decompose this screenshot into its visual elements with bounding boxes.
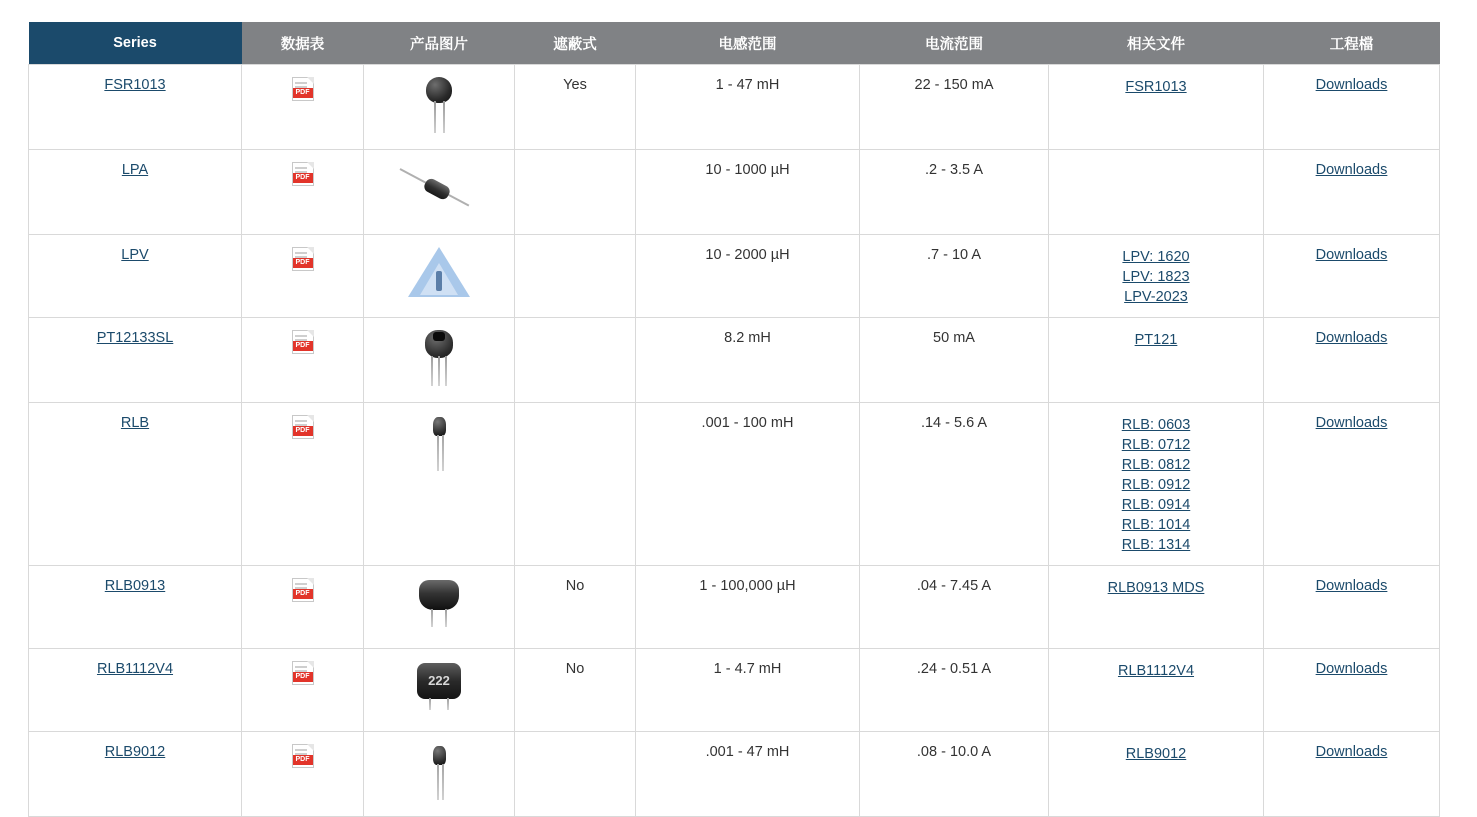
cell-shielded — [515, 732, 636, 817]
table-row — [29, 566, 1440, 649]
cell-product-image — [364, 235, 515, 318]
series-link[interactable]: RLB0913 — [104, 578, 166, 594]
cell-related-documents — [1049, 403, 1264, 566]
cell-engineering-files — [1264, 649, 1440, 732]
cell-datasheet — [242, 732, 364, 817]
related-document-link[interactable]: RLB: 1014 — [1121, 517, 1191, 533]
cell-related-documents — [1049, 732, 1264, 817]
cell-current-range: .7 - 10 A — [860, 235, 1049, 318]
cell-datasheet — [242, 403, 364, 566]
cell-related-documents — [1049, 150, 1264, 235]
downloads-link[interactable]: Downloads — [1315, 330, 1388, 346]
cell-series — [29, 150, 242, 235]
cell-inductance-range: 1 - 4.7 mH — [636, 649, 860, 732]
related-document-link[interactable]: RLB: 0912 — [1121, 477, 1191, 493]
cell-engineering-files — [1264, 318, 1440, 403]
related-document-link[interactable]: LPV: 1823 — [1122, 269, 1190, 285]
column-header-datasheet: 数据表 — [242, 22, 364, 65]
cell-product-image — [364, 65, 515, 150]
series-link[interactable]: RLB1112V4 — [96, 661, 174, 677]
cell-shielded: Yes — [515, 65, 636, 150]
related-document-link[interactable]: RLB: 1314 — [1121, 537, 1191, 553]
cell-shielded — [515, 150, 636, 235]
cell-shielded: No — [515, 649, 636, 732]
cell-inductance-range: 10 - 1000 µH — [636, 150, 860, 235]
related-document-link[interactable]: PT121 — [1134, 332, 1178, 348]
series-link[interactable]: RLB — [120, 415, 150, 431]
table-row — [29, 235, 1440, 318]
column-header-engineering-files: 工程檔 — [1264, 22, 1440, 65]
pdf-icon[interactable]: PDF — [292, 415, 314, 439]
cell-product-image — [364, 403, 515, 566]
pdf-icon[interactable]: PDF — [292, 661, 314, 685]
cell-datasheet — [242, 65, 364, 150]
cell-engineering-files — [1264, 65, 1440, 150]
cell-current-range: 50 mA — [860, 318, 1049, 403]
cell-inductance-range: 1 - 47 mH — [636, 65, 860, 150]
cell-current-range: .2 - 3.5 A — [860, 150, 1049, 235]
cell-current-range: .14 - 5.6 A — [860, 403, 1049, 566]
cell-shielded — [515, 318, 636, 403]
cell-datasheet — [242, 150, 364, 235]
cell-inductance-range: .001 - 100 mH — [636, 403, 860, 566]
cell-engineering-files — [1264, 566, 1440, 649]
cell-related-documents — [1049, 566, 1264, 649]
related-document-link[interactable]: RLB0913 MDS — [1107, 580, 1205, 596]
cell-current-range: .24 - 0.51 A — [860, 649, 1049, 732]
cell-series — [29, 318, 242, 403]
cell-datasheet — [242, 649, 364, 732]
series-link[interactable]: RLB9012 — [104, 744, 166, 760]
downloads-link[interactable]: Downloads — [1315, 247, 1388, 263]
downloads-link[interactable]: Downloads — [1315, 578, 1388, 594]
related-document-link[interactable]: RLB: 0914 — [1121, 497, 1191, 513]
pdf-icon[interactable]: PDF — [292, 77, 314, 101]
cell-series — [29, 65, 242, 150]
table-row — [29, 403, 1440, 566]
product-table-container — [28, 22, 1439, 817]
cell-engineering-files — [1264, 403, 1440, 566]
cell-series — [29, 403, 242, 566]
related-document-link[interactable]: RLB: 0812 — [1121, 457, 1191, 473]
cell-engineering-files — [1264, 732, 1440, 817]
pdf-icon[interactable]: PDF — [292, 247, 314, 271]
cell-series — [29, 649, 242, 732]
related-document-link[interactable]: FSR1013 — [1125, 79, 1187, 95]
cell-product-image — [364, 318, 515, 403]
cell-related-documents — [1049, 235, 1264, 318]
cell-product-image — [364, 566, 515, 649]
cell-engineering-files — [1264, 235, 1440, 318]
related-document-link[interactable]: RLB: 0712 — [1121, 437, 1191, 453]
column-header-inductance-range: 电感范围 — [636, 22, 860, 65]
cell-datasheet — [242, 318, 364, 403]
inductors-table — [28, 22, 1440, 817]
column-header-shielded: 遮蔽式 — [515, 22, 636, 65]
column-header-product-image: 产品图片 — [364, 22, 515, 65]
table-row — [29, 649, 1440, 732]
pdf-icon[interactable]: PDF — [292, 162, 314, 186]
cell-inductance-range: 1 - 100,000 µH — [636, 566, 860, 649]
cell-shielded — [515, 403, 636, 566]
downloads-link[interactable]: Downloads — [1315, 162, 1388, 178]
cell-related-documents — [1049, 649, 1264, 732]
downloads-link[interactable]: Downloads — [1315, 744, 1388, 760]
related-document-link[interactable]: LPV-2023 — [1124, 289, 1188, 305]
cell-current-range: .04 - 7.45 A — [860, 566, 1049, 649]
cell-shielded: No — [515, 566, 636, 649]
table-body — [29, 65, 1440, 817]
related-document-link[interactable]: RLB9012 — [1125, 746, 1187, 762]
table-row — [29, 150, 1440, 235]
cell-current-range: .08 - 10.0 A — [860, 732, 1049, 817]
table-row — [29, 65, 1440, 150]
cell-related-documents — [1049, 65, 1264, 150]
table-header-row — [29, 22, 1440, 65]
cell-series — [29, 732, 242, 817]
cell-related-documents — [1049, 318, 1264, 403]
cell-series — [29, 235, 242, 318]
table-row — [29, 732, 1440, 817]
cell-product-image: 222 — [364, 649, 515, 732]
pdf-icon[interactable]: PDF — [292, 744, 314, 768]
cell-inductance-range: .001 - 47 mH — [636, 732, 860, 817]
series-link[interactable]: PT12133SL — [96, 330, 174, 346]
downloads-link[interactable]: Downloads — [1315, 415, 1388, 431]
pdf-icon[interactable]: PDF — [292, 330, 314, 354]
cell-inductance-range: 10 - 2000 µH — [636, 235, 860, 318]
table-row — [29, 318, 1440, 403]
column-header-related-documents: 相关文件 — [1049, 22, 1264, 65]
cell-current-range: 22 - 150 mA — [860, 65, 1049, 150]
cell-datasheet — [242, 235, 364, 318]
downloads-link[interactable]: Downloads — [1315, 77, 1388, 93]
cell-shielded — [515, 235, 636, 318]
cell-product-image — [364, 732, 515, 817]
related-document-link[interactable]: RLB1112V4 — [1117, 663, 1195, 679]
series-link[interactable]: LPA — [121, 162, 149, 178]
series-link[interactable]: FSR1013 — [104, 77, 166, 93]
series-link[interactable]: LPV — [121, 247, 149, 263]
column-header-current-range: 电流范围 — [860, 22, 1049, 65]
cell-datasheet — [242, 566, 364, 649]
related-document-link[interactable]: RLB: 0603 — [1121, 417, 1191, 433]
pdf-icon[interactable]: PDF — [292, 578, 314, 602]
column-header-series: Series — [29, 22, 242, 65]
cell-series — [29, 566, 242, 649]
cell-engineering-files — [1264, 150, 1440, 235]
cell-inductance-range: 8.2 mH — [636, 318, 860, 403]
cell-product-image — [364, 150, 515, 235]
related-document-link[interactable]: LPV: 1620 — [1122, 249, 1190, 265]
downloads-link[interactable]: Downloads — [1315, 661, 1388, 677]
